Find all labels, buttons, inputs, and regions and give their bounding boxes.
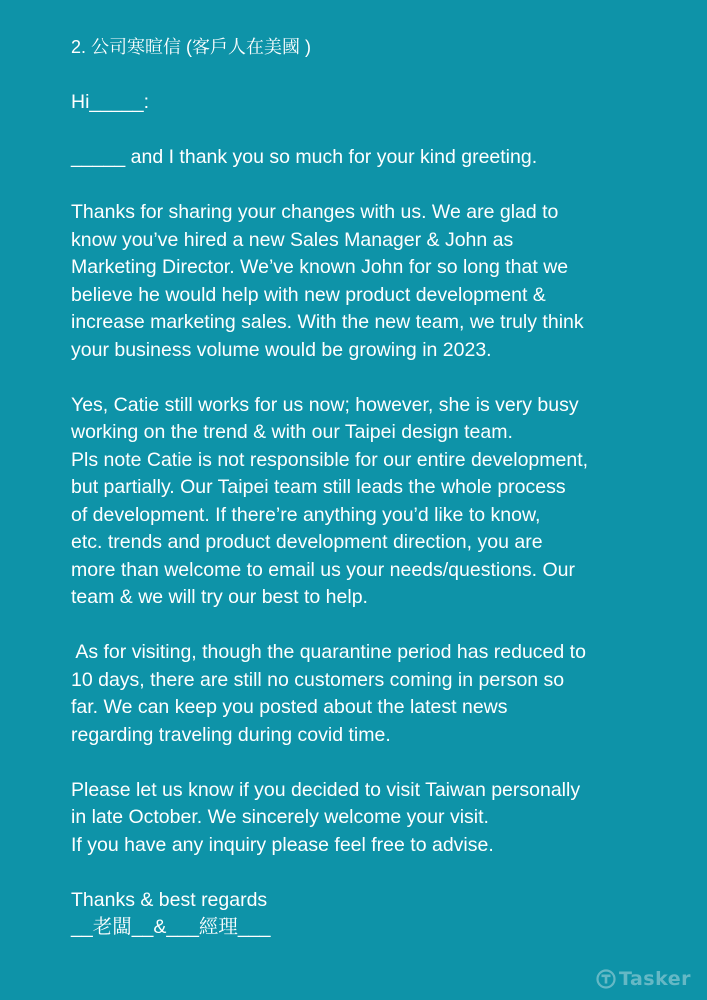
paragraph-line: increase marketing sales. With the new team, we truly think bbox=[71, 311, 584, 333]
paragraph-line: working on the trend & with our Taipei design team. bbox=[71, 421, 513, 443]
paragraph-line: Thanks for sharing your changes with us. We are glad to bbox=[71, 201, 559, 223]
paragraph-line: your business volume would be growing in 2023. bbox=[71, 338, 492, 361]
thanks-line: _____ and I thank you so much for your kind greeting. bbox=[71, 146, 538, 168]
letter bbox=[71, 34, 671, 942]
paragraph-line: regarding traveling during covid time. bbox=[71, 723, 391, 746]
paragraph-line: of development. If there’re anything you’d like to know, bbox=[71, 503, 541, 526]
closing: Thanks & best regards bbox=[71, 888, 268, 911]
letter-title: 2. 公司寒暄信 (客戶人在美國 ) bbox=[71, 37, 312, 57]
paragraph-line: team & we will try our best to help. bbox=[71, 586, 368, 608]
signature: __老闆__&___經理___ bbox=[71, 916, 271, 938]
paragraph-line: If you have any inquiry please feel free to advise. bbox=[71, 833, 494, 856]
greeting: Hi_____: bbox=[71, 91, 150, 113]
paragraph-line: believe he would help with new product development & bbox=[71, 283, 546, 306]
paragraph-line: etc. trends and product development direction, you are bbox=[71, 531, 543, 553]
paragraph-team-changes bbox=[71, 199, 671, 364]
tasker-logo-icon bbox=[596, 969, 616, 989]
paragraph-line: Please let us know if you decided to visit Taiwan personally bbox=[71, 778, 581, 801]
paragraph-line: in late October. We sincerely welcome your visit. bbox=[71, 806, 489, 828]
watermark-text: Tasker bbox=[618, 968, 691, 990]
paragraph-line: 10 days, there are still no customers coming in person so bbox=[71, 668, 565, 691]
paragraph-line: more than welcome to email us your needs/questions. Our bbox=[71, 558, 576, 581]
paragraph-invitation bbox=[71, 777, 671, 860]
paragraph-line: Pls note Catie is not responsible for our entire development, bbox=[71, 448, 589, 471]
paragraph-line: far. We can keep you posted about the latest news bbox=[71, 696, 508, 718]
paragraph-line: As for visiting, though the quarantine period has reduced to bbox=[71, 641, 586, 663]
paragraph-catie bbox=[71, 392, 671, 612]
watermark bbox=[596, 968, 691, 990]
paragraph-line: but partially. Our Taipei team still leads the whole process bbox=[71, 476, 566, 498]
paragraph-line: know you’ve hired a new Sales Manager & John as bbox=[71, 228, 514, 251]
paragraph-visiting bbox=[71, 639, 671, 749]
paragraph-line: Marketing Director. We’ve known John for so long that we bbox=[71, 256, 569, 278]
paragraph-line: Yes, Catie still works for us now; however, she is very busy bbox=[71, 393, 579, 416]
